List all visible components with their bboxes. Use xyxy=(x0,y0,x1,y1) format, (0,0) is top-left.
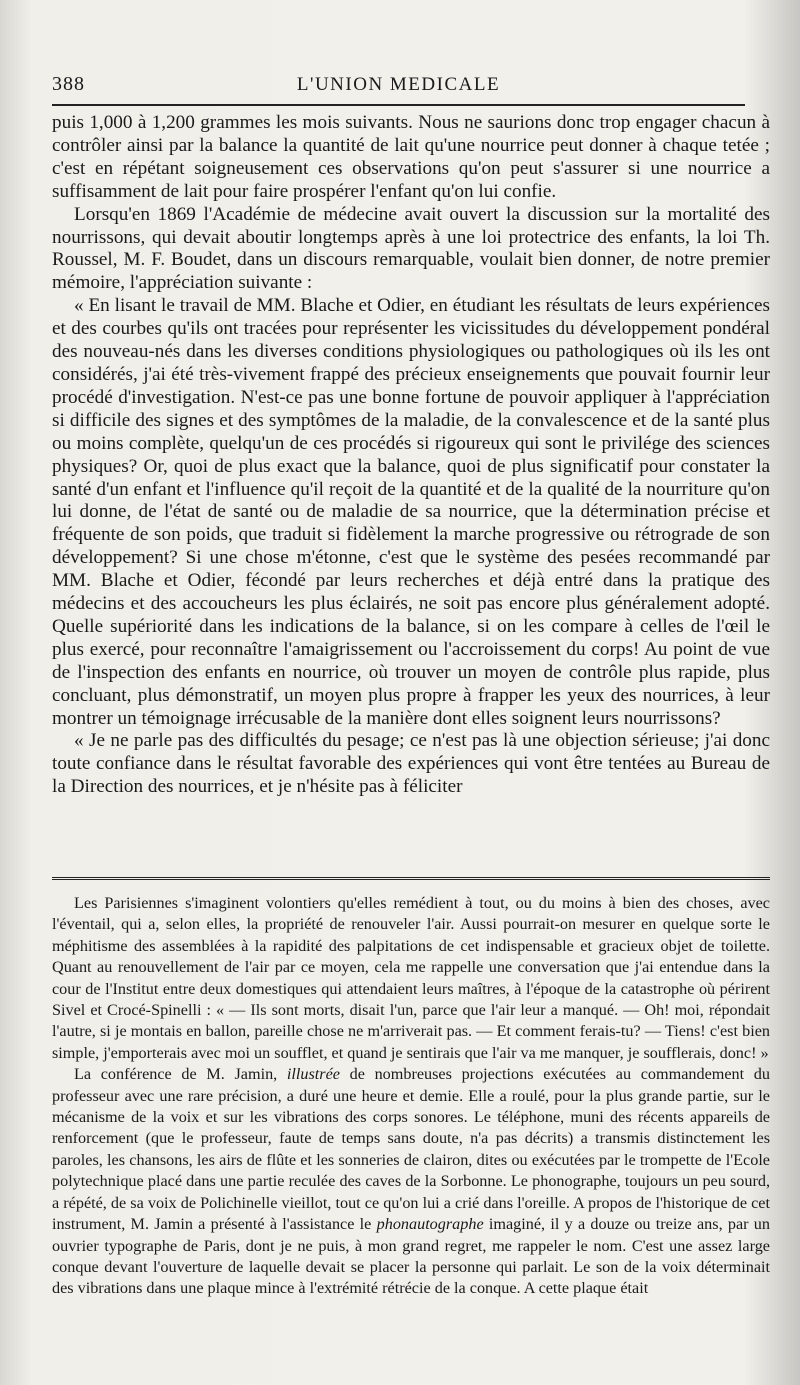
paragraph-academie: Lorsqu'en 1869 l'Académie de médecine avait ouvert la discussion sur la mortalité des nourrissons, qui devait aboutir longtemps après à une loi protectrice des enfants, la loi Th. Roussel, M. F. Boudet, dans un discours remarquable, voulait bien donner, de notre premier mémoire, l'appréciation suivante : xyxy=(52,203,770,294)
italic-term: illustrée xyxy=(286,1065,340,1084)
paragraph-quotation: « En lisant le travail de MM. Blache et Odier, en étudiant les résultats de leurs expériences et des courbes qu'ils ont tracées pour représenter les vicissitudes du développement pondéral des nouveau-nés dans les diverses conditions physiologiques ou pathologiques où ils les ont considérés, j'ai été très-vivement frappé des précieux enseignements que pouvait fournir leur procédé d'investigation. N'est-ce pas une bonne fortune de pouvoir appliquer à l'appréciation si difficile des signes et des symptômes de la maladie, de la convalescence et de la santé plus ou moins complète, quelqu'un de ces procédés si rigoureux qui sont le privilége des sciences physiques? Or, quoi de plus exact que la balance, quoi de plus significatif pour constater la santé d'un enfant et l'influence qu'il reçoit de la quantité et de la qualité de la nourriture qu'on lui donne, de l'état de santé ou de maladie de sa nourrice, que la détermination précise et fréquente de son poids, que traduit si fidèlement la marche progressive ou rétrograde de son développement? Si une chose m'étonne, c'est que le système des pesées recommandé par MM. Blache et Odier, fécondé par leurs recherches et déjà entré dans la pratique des médecins et des accoucheurs les plus éclairés, ne soit pas encore plus généralement adopté. Quelle supériorité dans les indications de la balance, si on les compare à celles de l'œil le plus exercé, pour reconnaître l'amaigrissement ou l'accroissement du corps! Au point de vue de l'inspection des enfants en nourrice, où trouver un moyen de contrôle plus rapide, plus concluant, plus démonstratif, un moyen plus propre à frapper les yeux des nourrices, à leur montrer un témoignage irrécusable de la manière dont elles soignent leurs nourrissons? xyxy=(52,295,770,729)
page-number: 388 xyxy=(52,73,85,95)
running-title: L'UNION MEDICALE xyxy=(296,74,501,95)
text-run: imaginé, il y a douze ou treize ans, par un ouvrier typographe de Paris, dont je ne puis, à mon grand regret, me rappeler le nom. C'est une assez large conque devant l'ouverture de laquelle devait se placer la personne qui parlait. Le son de la voix déterminait des vibrations dans une plaque mince à l'extrémité rétrécie de la conque. A cette plaque était xyxy=(52,1215,770,1298)
feuilleton-paragraph-eventail: Les Parisiennes s'imaginent volontiers qu'elles remédient à tout, ou du moins à bien des choses, avec l'éventail, qui a, selon elles, la propriété de renouveler l'air. Aussi pourrait-on mesurer en quelque sorte le méphitisme des assemblées à la rapidité des palpitations de cet indispensable et gracieux objet de toilette. Quant au renouvellement de l'air par ce moyen, cela me rappelle une conversation que j'ai entendue dans la cour de l'Institut entre deux domestiques qui attendaient leurs maîtres, à l'époque de la catastrophe où périrent Sivel et Crocé-Spinelli : « — Ils sont morts, disait l'un, parce que l'air leur a manqué. — Oh! moi, répondait l'autre, si je montais en ballon, pareille chose ne m'arriverait pas. — Et comment ferais-tu? — Tiens! c'est bien simple, j'emporterais avec moi un soufflet, et quand je sentirais que l'air va me manquer, je soufflerais, donc! » xyxy=(52,894,770,1062)
text-run: La conférence de M. Jamin, xyxy=(74,1065,287,1084)
feuilleton-separator-rule xyxy=(52,877,770,883)
italic-term: phonautographe xyxy=(376,1215,484,1234)
feuilleton-paragraph-jamin xyxy=(52,1064,770,1299)
text-run: de nombreuses projections exécutées au commandement du professeur avec une rare précision, a duré une heure et demie. Elle a roulé, pour la plus grande partie, sur le mécanisme de la voix et sur les vibrations des corps sonores. Le téléphone, muni des récents appareils de renforcement (que le professeur, faute de temps sans doute, n'a pas décrits) a transmis distinctement les paroles, les chansons, les airs de flûte et les sonneries de clairon, dites ou exécutées par le trompette de l'Ecole polytechnique placé dans une partie reculée des caves de la Sorbonne. Le phonographe, toujours un peu sourd, a répété, de sa voix de Polichinelle vieillot, tout ce qu'on lui a crié dans l'oreille. A propos de l'historique de cet instrument, M. Jamin a présenté à l'assistance le xyxy=(52,1065,770,1234)
page-header xyxy=(52,66,745,96)
paragraph-pesage: « Je ne parle pas des difficultés du pesage; ce n'est pas là une objection sérieuse; j'ai donc toute confiance dans le résultat favorable des expériences qui vont être tentées au Bureau de la Direction des nourrices, et je n'hésite pas à féliciter xyxy=(52,730,770,798)
main-body-text xyxy=(52,112,770,799)
header-rule xyxy=(52,104,745,106)
feuilleton-section xyxy=(52,893,770,1300)
paragraph-continuation: puis 1,000 à 1,200 grammes les mois suivants. Nous ne saurions donc trop engager chacun à contrôler ainsi par la balance la quantité de lait qu'une nourrice peut donner à chaque tetée ; c'est en répétant soigneusement ces observations qu'on peut s'assurer si une nourrice a suffisamment de lait pour faire prospérer l'enfant qu'on lui confie. xyxy=(52,112,770,202)
